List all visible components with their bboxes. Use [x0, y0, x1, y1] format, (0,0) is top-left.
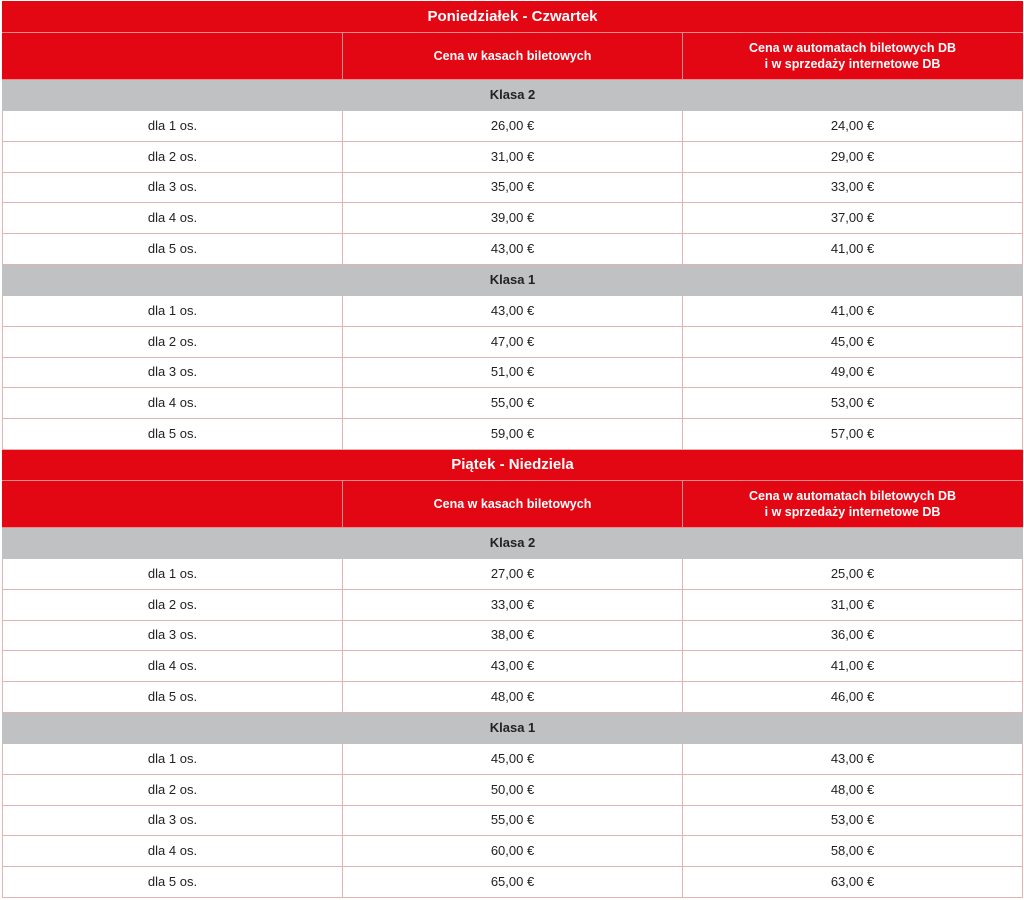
- kasa-price-cell: 35,00 €: [343, 172, 683, 203]
- automat-price-cell: 31,00 €: [683, 589, 1023, 620]
- table-row: [3, 203, 1023, 234]
- class-row: [3, 80, 1023, 111]
- persons-cell: dla 3 os.: [3, 357, 343, 388]
- persons-cell: dla 5 os.: [3, 234, 343, 265]
- column-header-kasa: Cena w kasach biletowych: [343, 480, 683, 527]
- kasa-price-cell: 38,00 €: [343, 620, 683, 651]
- automat-price-cell: 45,00 €: [683, 326, 1023, 357]
- kasa-price-cell: 51,00 €: [343, 357, 683, 388]
- table-row: [3, 558, 1023, 589]
- kasa-price-cell: 27,00 €: [343, 558, 683, 589]
- persons-cell: dla 4 os.: [3, 388, 343, 419]
- automat-price-cell: 24,00 €: [683, 111, 1023, 142]
- automat-price-cell: 41,00 €: [683, 234, 1023, 265]
- persons-cell: dla 1 os.: [3, 558, 343, 589]
- section-title-row: [3, 2, 1023, 33]
- persons-cell: dla 5 os.: [3, 867, 343, 898]
- kasa-price-cell: 65,00 €: [343, 867, 683, 898]
- automat-price-cell: 58,00 €: [683, 836, 1023, 867]
- persons-cell: dla 4 os.: [3, 203, 343, 234]
- persons-cell: dla 1 os.: [3, 743, 343, 774]
- table-row: [3, 234, 1023, 265]
- automat-price-cell: 41,00 €: [683, 295, 1023, 326]
- table-row: [3, 111, 1023, 142]
- persons-cell: dla 1 os.: [3, 111, 343, 142]
- automat-price-cell: 53,00 €: [683, 388, 1023, 419]
- automat-price-cell: 53,00 €: [683, 805, 1023, 836]
- persons-cell: dla 5 os.: [3, 419, 343, 450]
- section-title: Poniedziałek - Czwartek: [3, 2, 1023, 33]
- persons-cell: dla 2 os.: [3, 326, 343, 357]
- kasa-price-cell: 55,00 €: [343, 388, 683, 419]
- section-title-row: [3, 449, 1023, 480]
- kasa-price-cell: 39,00 €: [343, 203, 683, 234]
- kasa-price-cell: 55,00 €: [343, 805, 683, 836]
- automat-price-cell: 33,00 €: [683, 172, 1023, 203]
- table-row: [3, 651, 1023, 682]
- persons-cell: dla 3 os.: [3, 172, 343, 203]
- table-row: [3, 867, 1023, 898]
- automat-price-cell: 37,00 €: [683, 203, 1023, 234]
- table-row: [3, 295, 1023, 326]
- table-row: [3, 743, 1023, 774]
- persons-cell: dla 2 os.: [3, 141, 343, 172]
- class-label: Klasa 2: [3, 80, 1023, 111]
- persons-cell: dla 3 os.: [3, 620, 343, 651]
- kasa-price-cell: 47,00 €: [343, 326, 683, 357]
- column-header-empty: [3, 480, 343, 527]
- persons-cell: dla 5 os.: [3, 682, 343, 713]
- table-row: [3, 419, 1023, 450]
- automat-price-cell: 25,00 €: [683, 558, 1023, 589]
- table-row: [3, 388, 1023, 419]
- table-row: [3, 836, 1023, 867]
- automat-price-cell: 43,00 €: [683, 743, 1023, 774]
- persons-cell: dla 1 os.: [3, 295, 343, 326]
- automat-price-cell: 48,00 €: [683, 774, 1023, 805]
- table-row: [3, 357, 1023, 388]
- kasa-price-cell: 31,00 €: [343, 141, 683, 172]
- kasa-price-cell: 43,00 €: [343, 295, 683, 326]
- class-label: Klasa 1: [3, 712, 1023, 743]
- automat-price-cell: 41,00 €: [683, 651, 1023, 682]
- class-label: Klasa 1: [3, 264, 1023, 295]
- persons-cell: dla 2 os.: [3, 589, 343, 620]
- kasa-price-cell: 43,00 €: [343, 651, 683, 682]
- class-row: [3, 527, 1023, 558]
- persons-cell: dla 3 os.: [3, 805, 343, 836]
- kasa-price-cell: 59,00 €: [343, 419, 683, 450]
- persons-cell: dla 2 os.: [3, 774, 343, 805]
- table-row: [3, 326, 1023, 357]
- automat-price-cell: 29,00 €: [683, 141, 1023, 172]
- table-row: [3, 141, 1023, 172]
- table-row: [3, 620, 1023, 651]
- price-table-body: [3, 2, 1023, 898]
- column-header-kasa: Cena w kasach biletowych: [343, 33, 683, 80]
- column-header-automat: Cena w automatach biletowych DB i w sprzedaży internetowe DB: [683, 480, 1023, 527]
- automat-price-cell: 63,00 €: [683, 867, 1023, 898]
- class-row: [3, 712, 1023, 743]
- kasa-price-cell: 48,00 €: [343, 682, 683, 713]
- kasa-price-cell: 50,00 €: [343, 774, 683, 805]
- table-row: [3, 774, 1023, 805]
- column-header-empty: [3, 33, 343, 80]
- persons-cell: dla 4 os.: [3, 651, 343, 682]
- column-header-automat: Cena w automatach biletowych DB i w sprzedaży internetowe DB: [683, 33, 1023, 80]
- class-label: Klasa 2: [3, 527, 1023, 558]
- price-table: [2, 1, 1023, 898]
- automat-price-cell: 46,00 €: [683, 682, 1023, 713]
- table-row: [3, 682, 1023, 713]
- automat-price-cell: 36,00 €: [683, 620, 1023, 651]
- kasa-price-cell: 26,00 €: [343, 111, 683, 142]
- table-row: [3, 172, 1023, 203]
- automat-price-cell: 49,00 €: [683, 357, 1023, 388]
- section-title: Piątek - Niedziela: [3, 449, 1023, 480]
- column-header-row: [3, 480, 1023, 527]
- kasa-price-cell: 45,00 €: [343, 743, 683, 774]
- table-row: [3, 589, 1023, 620]
- automat-price-cell: 57,00 €: [683, 419, 1023, 450]
- column-header-row: [3, 33, 1023, 80]
- kasa-price-cell: 60,00 €: [343, 836, 683, 867]
- kasa-price-cell: 33,00 €: [343, 589, 683, 620]
- persons-cell: dla 4 os.: [3, 836, 343, 867]
- kasa-price-cell: 43,00 €: [343, 234, 683, 265]
- table-row: [3, 805, 1023, 836]
- class-row: [3, 264, 1023, 295]
